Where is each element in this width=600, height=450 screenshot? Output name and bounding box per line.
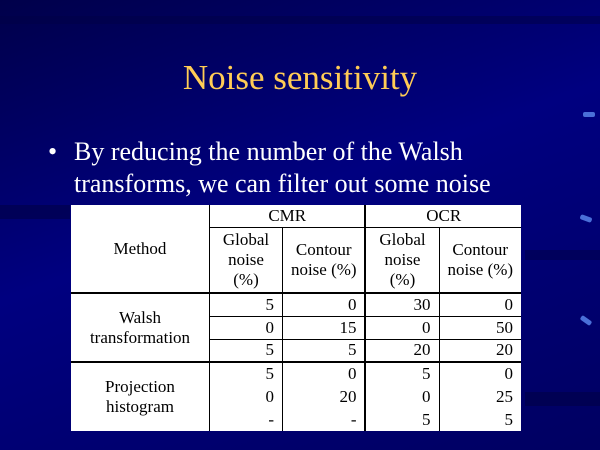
table-cell: 30	[365, 293, 439, 316]
background-streak	[0, 205, 70, 219]
background-streak	[525, 250, 600, 260]
table-cell: 0	[365, 385, 439, 408]
background-streak	[525, 392, 600, 406]
method-label: Walsh transformation	[71, 293, 210, 362]
table-cell: 0	[439, 362, 521, 385]
table-cell: 0	[210, 385, 283, 408]
sub-header: Contour noise (%)	[283, 227, 366, 293]
table-cell: 20	[283, 385, 366, 408]
table-cell: 25	[439, 385, 521, 408]
bullet-text: By reducing the number of the Walsh transforms, we can filter out some noise	[74, 137, 491, 198]
table-cell: 50	[439, 316, 521, 339]
table-cell: 5	[365, 362, 439, 385]
bullet-icon: •	[48, 137, 58, 166]
table-cell: 5	[283, 339, 366, 362]
table-cell: 5	[439, 408, 521, 431]
sub-header: Global noise (%)	[210, 227, 283, 293]
table-cell: 0	[283, 293, 366, 316]
sub-header: Contour noise (%)	[439, 227, 521, 293]
table-cell: -	[283, 408, 366, 431]
table-cell: 20	[365, 339, 439, 362]
table-cell: 0	[365, 316, 439, 339]
table-cell: -	[210, 408, 283, 431]
results-table	[71, 205, 521, 431]
table-cell: 0	[283, 362, 366, 385]
method-label: Projection histogram	[71, 362, 210, 431]
background-streak	[0, 16, 600, 24]
sub-header: Global noise (%)	[365, 227, 439, 293]
table-cell: 5	[365, 408, 439, 431]
table-cell: 15	[283, 316, 366, 339]
table-cell: 5	[210, 339, 283, 362]
table-cell: 5	[210, 362, 283, 385]
method-header: Method	[113, 238, 167, 258]
decor-dash	[583, 112, 595, 117]
slide-title: Noise sensitivity	[182, 58, 418, 97]
group-header-ocr: OCR	[365, 205, 521, 227]
table-cell: 0	[439, 293, 521, 316]
table-cell: 5	[210, 293, 283, 316]
group-header-cmr: CMR	[210, 205, 366, 227]
table-cell: 0	[210, 316, 283, 339]
table-cell: 20	[439, 339, 521, 362]
